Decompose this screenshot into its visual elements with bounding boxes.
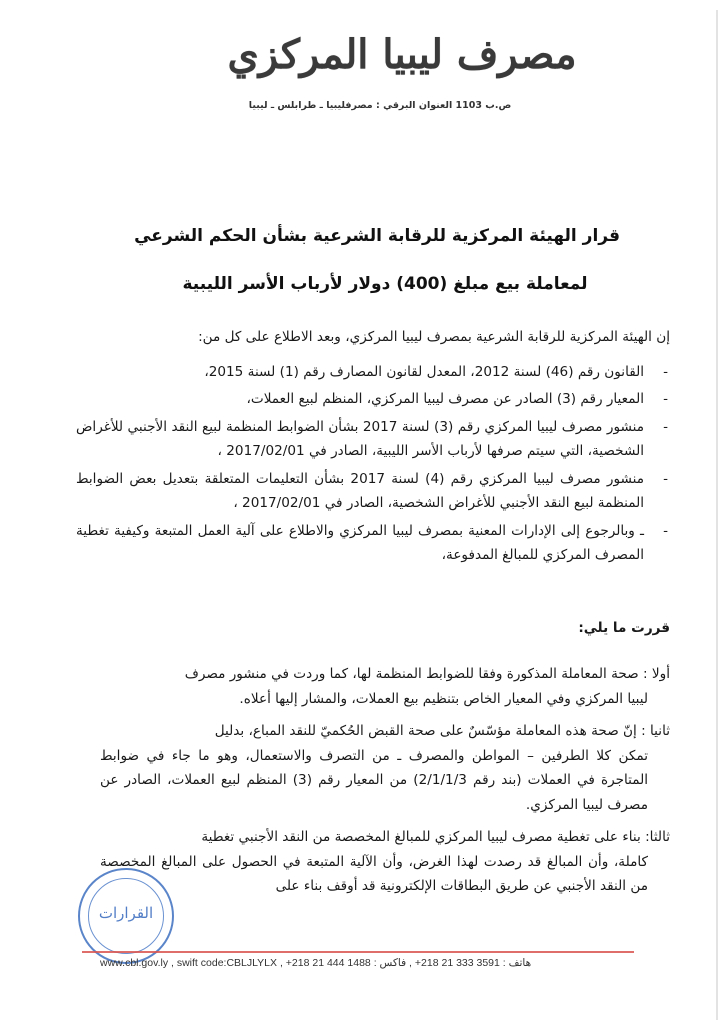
letterhead [0, 28, 724, 82]
reference-item: - القانون رقم (46) لسنة 2012، المعدل لقانون المصارف رقم (1) لسنة 2015، [76, 360, 670, 385]
reference-item: - منشور مصرف ليبيا المركزي رقم (3) لسنة 2017 بشأن الضوابط المنظمة لبيع النقد الأجنبي للأغراض الشخصية، التي سيتم صرفها لأرباب الأسر الليبية، الصادر في 2017/02/01 ، [76, 415, 670, 464]
seal-label: القرارات [98, 904, 154, 922]
decision-second: ثانيا : إنّ صحة هذه المعاملة مؤسّسٌ على صحة القبض الحُكميّ للنقد المباع، بدليل تمكن كلا الطرفين – المواطن والمصرف ـ من التصرف والاستعمال، وهو ما جاء في ضوابط المتاجرة في العملات (بند رقم 2/1/1/3) من المعيار رقم (3) المنظم لبيع العملات، الصادر عن مصرف ليبيا المركزي. [100, 723, 670, 813]
bullet-dash: - [663, 522, 668, 539]
footer-phone-number: +218 21 333 3591 [414, 957, 500, 969]
footer-divider [82, 951, 634, 953]
footer-website: www.cbl.gov.ly [100, 957, 169, 969]
decisions-list [100, 662, 670, 907]
bullet-dash: - [663, 470, 668, 487]
footer-swift: swift code:CBLJLYLX [176, 957, 278, 969]
letterhead-address: ص.ب 1103 العنوان البرقي : مصرفليبيا ـ طرابلس ـ ليبيا [248, 100, 512, 111]
title-line-1: قرار الهيئة المركزية للرقابة الشرعية بشأن الحكم الشرعي [134, 226, 620, 246]
bank-logo-calligraphy: مصرف ليبيا المركزي [227, 31, 577, 78]
bullet-dash: - [663, 418, 668, 435]
references-list [76, 360, 670, 568]
reference-item: - منشور مصرف ليبيا المركزي رقم (4) لسنة 2017 بشأن التعليمات المتعلقة بتعديل بعض الضوابط المنظمة لبيع النقد الأجنبي للأغراض الشخصية، الصادر في 2017/02/01 ، [76, 467, 670, 516]
decision-first: أولا : صحة المعاملة المذكورة وفقا للضوابط المنظمة لها، كما وردت في منشور مصرف ليبيا المركزي وفي المعيار الخاص بتنظيم بيع العملات، والمشار إليها أعلاه. [184, 666, 670, 707]
decision-third: ثالثا: بناء على تغطية مصرف ليبيا المركزي للمبالغ المخصصة من النقد الأجنبي تغطية كاملة، وأن المبالغ قد رصدت لهذا الغرض، وأن الآلية المتبعة في الحصول على المبالغ المخصصة من النقد الأجنبي عن طريق البطاقات الإلكترونية قد أوقف بناء على [100, 829, 670, 894]
reference-item: - ـ وبالرجوع إلى الإدارات المعنية بمصرف ليبيا المركزي والاطلاع على آلية العمل المتبعة وكيفية تغطية المصرف المركزي للمبالغ المدفوعة، [76, 519, 670, 568]
footer-fax-label: فاكس : [373, 957, 407, 969]
bullet-dash: - [663, 363, 668, 380]
decided-heading: قررت ما يلي: [578, 620, 670, 636]
footer-fax-number: +218 21 444 1488 [285, 957, 371, 969]
reference-item: - المعيار رقم (3) الصادر عن مصرف ليبيا المركزي، المنظم لبيع العملات، [76, 387, 670, 412]
preamble-intro: إن الهيئة المركزية للرقابة الشرعية بمصرف ليبيا المركزي، وبعد الاطلاع على كل من: [198, 329, 670, 345]
title-line-2: لمعاملة بيع مبلغ (400) دولار لأرباب الأسر الليبية [182, 274, 588, 294]
document-title [134, 212, 620, 308]
official-seal-stamp-icon [78, 868, 174, 964]
preamble [76, 325, 670, 571]
bullet-dash: - [663, 391, 668, 407]
footer-contact: www.cbl.gov.ly , swift code:CBLJLYLX , +218 21 444 1488 فاكس : , +218 21 333 3591 هاتف : [100, 957, 532, 969]
footer-phone-label: هاتف : [502, 957, 532, 969]
scan-page-edge [716, 10, 718, 1020]
